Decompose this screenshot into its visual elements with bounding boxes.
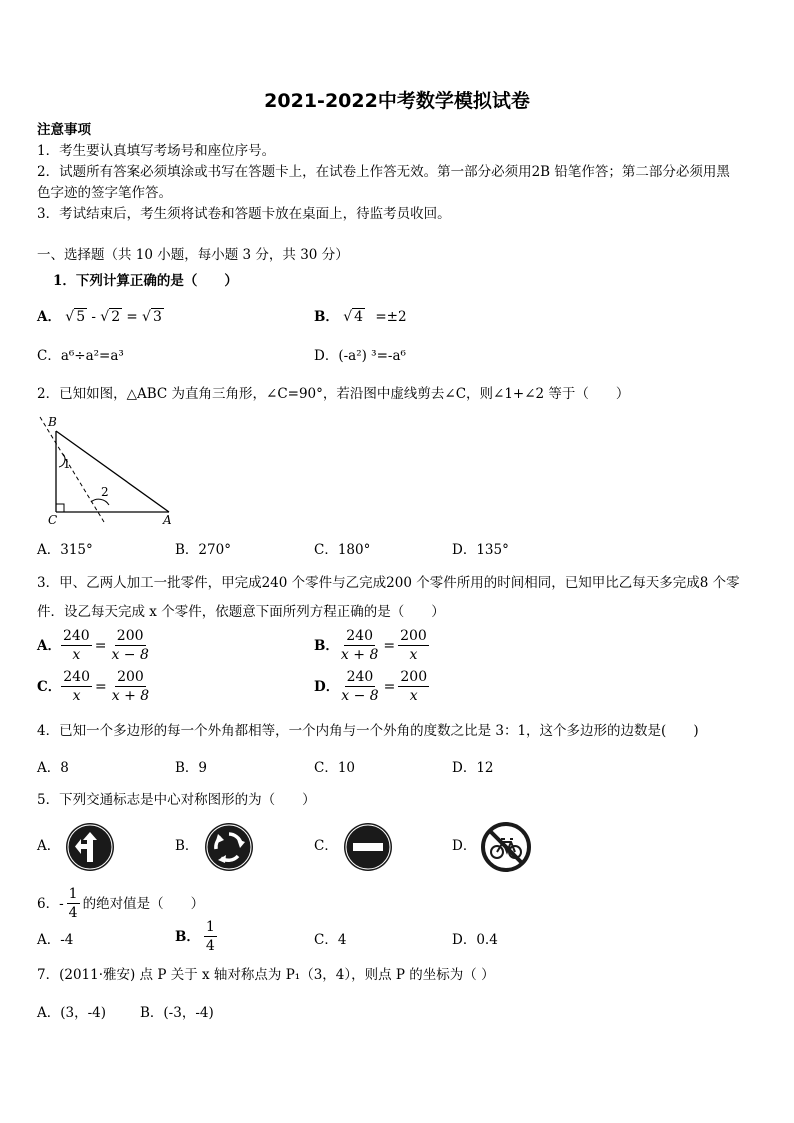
q2-option-c: C．180° [314,542,371,558]
q6-option-c: C．4 [314,932,347,948]
q6-stem [37,885,204,922]
q6-b-frac: $\frac{1}{4}$ [205,919,215,954]
q4-option-d: D．12 [452,760,494,776]
roundabout-sign-icon [204,822,254,872]
q7-option-b: B．(-3，-4) [140,1005,214,1021]
straight-or-left-turn-sign-icon [65,822,115,872]
q3-option-a [37,627,151,664]
q7-stem: 7．(2011·雅安) 点 P 关于 x 轴对称点为 P₁（3，4），则点 P 的坐标为（ ） [37,967,495,983]
q3-c-eq: = [94,678,107,695]
q4-option-c: C．10 [314,760,356,776]
q1-b-sqrt: √ 4 [343,309,364,325]
q3-option-b [314,627,429,664]
q1-b-rest: =±2 [375,309,407,325]
section-heading: 一、选择题（共 10 小题，每小题 3 分，共 30 分） [37,247,349,263]
q2-option-b: B．270° [175,542,231,558]
page-title: 2021-2022中考数学模拟试卷 [264,90,530,112]
notice-item-2-cont: 色字迹的签字笔作答。 [37,185,172,201]
q5-option-c-label: C． [314,838,338,854]
q1-option-a [37,307,164,327]
q1-a-label: A． [37,309,61,325]
q3-a-eq: = [94,637,107,654]
q3-d-frac-left: $\frac{240}{x - 8}$ [341,669,379,704]
q1-a-sqrt3: √ 3 [142,309,162,325]
notice-item-1: 1．考生要认真填写考场号和座位序号。 [37,143,276,159]
angle-2-label: 2 [101,485,109,499]
q6-stem-prefix: 6．- [37,895,64,912]
q6-b-label: B． [175,928,200,945]
vertex-b-label: B [48,415,57,429]
q3-b-label: B． [314,637,339,654]
q3-b-frac-left: $\frac{240}{x + 8}$ [340,628,379,663]
q2-option-d: D．135° [452,542,509,558]
angle-2-arc [91,499,109,505]
cut-dashed-line [40,417,104,522]
q3-option-d [314,668,429,705]
notice-item-3: 3．考试结束后，考生须将试卷和答题卡放在桌面上，待监考员收回。 [37,206,451,222]
q5-stem: 5．下列交通标志是中心对称图形的为（ ） [37,792,316,808]
q3-stem-line1: 3．甲、乙两人加工一批零件，甲完成240 个零件与乙完成200 个零件所用的时间相同，已知甲比乙每天多完成8 个零 [37,575,740,591]
right-angle-mark [56,504,64,512]
q5-option-b-label: B． [175,838,199,854]
no-entry-sign-icon [343,822,393,872]
q1-a-eq: = [126,309,138,325]
q2-stem: 2．已知如图，△ABC 为直角三角形，∠C=90°，若沿图中虚线剪去∠C，则∠1+∠2 等于（ ） [37,386,630,402]
q5-option-d-label: D． [452,838,477,854]
vertex-a-label: A [163,513,172,527]
q3-stem-line2: 件．设乙每天完成 x 个零件，依题意下面所列方程正确的是（ ） [37,604,445,620]
angle-1-label: 1 [63,457,71,471]
q7-option-a: A．(3，-4) [37,1005,107,1021]
q6-stem-suffix: 的绝对值是（ ） [82,895,205,912]
q3-d-eq: = [383,678,396,695]
q4-option-a: A．8 [37,760,69,776]
q6-stem-frac: $\frac{1}{4}$ [68,886,78,921]
q6-option-a: A．-4 [37,932,74,948]
q2-option-a: A．315° [37,542,93,558]
q3-option-c [37,668,151,705]
q2-triangle-figure [36,412,181,527]
vertex-c-label: C [48,513,58,527]
q3-a-frac-right: $\frac{200}{x - 8}$ [111,628,149,663]
q1-option-c: C．a⁶÷a²=a³ [37,348,124,364]
notice-item-2: 2．试题所有答案必须填涂或书写在答题卡上，在试卷上作答无效。第一部分必须用2B 铅笔作答；第二部分必须用黑 [37,164,730,180]
q3-a-frac-left: $\frac{240}{x}$ [62,628,90,663]
q1-option-d: D．(-a²) ³=-a⁶ [314,348,406,364]
q1-b-label: B． [314,309,339,325]
q5-option-a-label: A． [37,838,61,854]
q1-option-b [314,307,407,327]
q3-c-label: C． [37,678,62,695]
q1-a-minus: - [91,309,96,325]
q3-c-frac-left: $\frac{240}{x}$ [63,669,90,704]
q4-stem: 4．已知一个多边形的每一个外角都相等，一个内角与一个外角的度数之比是 3：1，这个多边形的边数是( ) [37,723,699,739]
q3-c-frac-right: $\frac{200}{x + 8}$ [111,669,150,704]
notice-heading: 注意事项 [37,122,91,138]
no-bicycles-sign-icon [481,822,531,872]
q3-a-label: A． [37,637,61,654]
q6-option-d: D．0.4 [452,932,498,948]
q3-d-label: D． [314,678,340,695]
q1-a-sqrt1: √ 5 [65,309,86,325]
q3-b-frac-right: $\frac{200}{x}$ [400,628,427,663]
q4-option-b: B．9 [175,760,208,776]
q1-stem: 1．下列计算正确的是（ ） [53,273,238,289]
q3-d-frac-right: $\frac{200}{x}$ [400,669,428,704]
q3-b-eq: = [383,637,396,654]
q6-option-b [175,918,217,955]
q1-a-sqrt2: √ 2 [100,309,121,325]
